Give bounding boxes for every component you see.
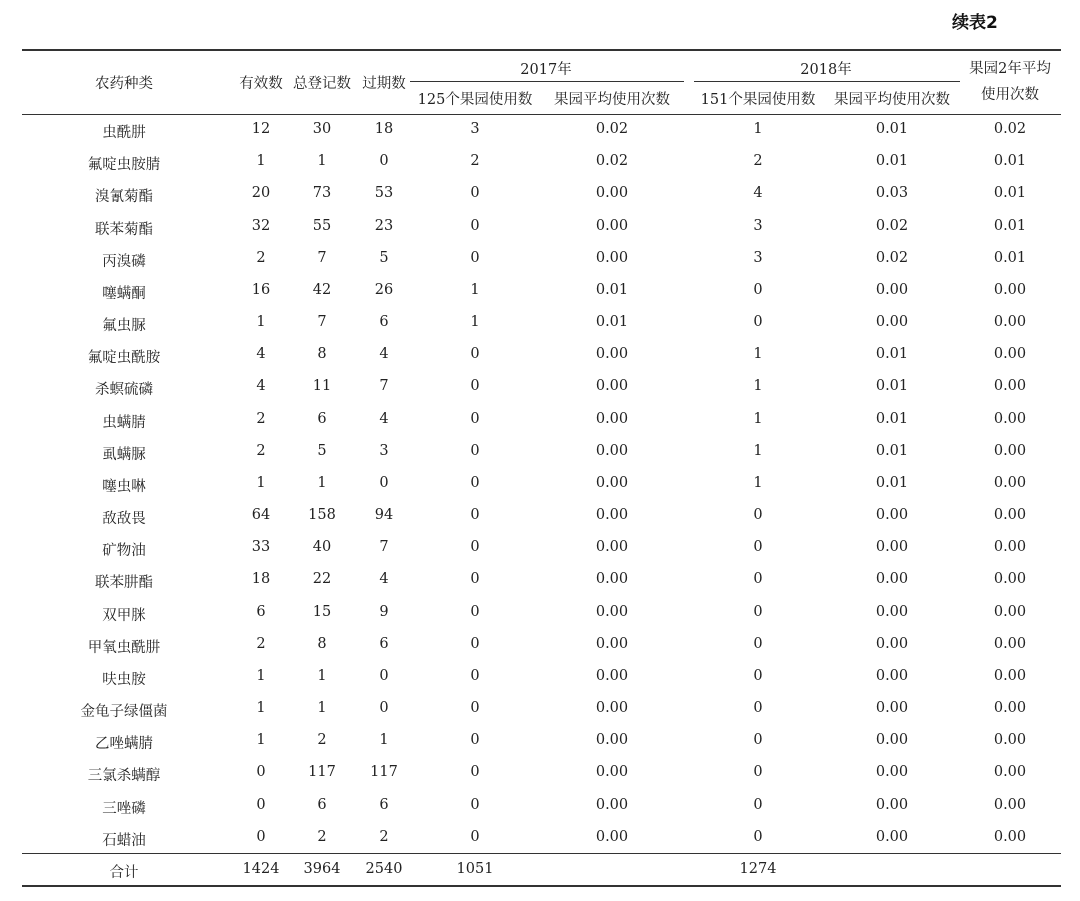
total-expired: 2540	[365, 861, 403, 877]
row-name: 呋虫胺	[102, 671, 146, 688]
row-2018-avg-uses: 0.01	[875, 442, 909, 459]
row-2yr-avg: 0.01	[993, 153, 1027, 170]
row-total-registered: 42	[312, 281, 332, 298]
row-name: 三唑磷	[102, 800, 146, 817]
row-2yr-avg: 0.00	[993, 828, 1027, 845]
row-2017-orchards-using: 3	[470, 121, 480, 137]
row-2017-avg-uses: 0.01	[595, 314, 629, 331]
row-2017-orchards-using: 0	[470, 764, 480, 781]
row-name: 矿物油	[102, 543, 146, 560]
total-label: 合计	[109, 865, 139, 881]
row-valid-count: 20	[251, 185, 271, 202]
row-name: 甲氧虫酰肼	[87, 639, 161, 656]
row-name: 虫酰肼	[102, 125, 146, 141]
row-valid-count: 0	[256, 796, 266, 813]
row-2017-avg-uses: 0.00	[595, 796, 629, 813]
row-2018-orchards-using: 3	[753, 217, 763, 234]
row-total-registered: 2	[317, 732, 327, 749]
row-expired-count: 6	[379, 796, 389, 813]
row-expired-count: 2	[379, 828, 389, 845]
row-total-registered: 30	[312, 121, 332, 137]
total-registered: 3964	[303, 861, 341, 877]
row-expired-count: 4	[379, 571, 389, 588]
header-2017-avg-uses: 果园平均使用次数	[554, 92, 670, 108]
row-valid-count: 16	[251, 281, 271, 298]
row-valid-count: 1	[256, 732, 266, 749]
row-2017-avg-uses: 0.00	[595, 442, 629, 459]
row-2018-orchards-using: 1	[753, 410, 763, 427]
row-valid-count: 32	[251, 217, 271, 234]
row-2017-avg-uses: 0.02	[595, 153, 629, 170]
row-2017-avg-uses: 0.00	[595, 410, 629, 427]
header-rule	[22, 114, 1061, 115]
row-expired-count: 7	[379, 539, 389, 556]
row-name: 噻虫啉	[102, 478, 146, 495]
table-row	[0, 373, 1080, 405]
row-2018-avg-uses: 0.00	[875, 603, 909, 620]
table-row	[0, 727, 1080, 759]
row-2017-orchards-using: 0	[470, 635, 480, 652]
row-valid-count: 6	[256, 603, 266, 620]
table-row	[0, 277, 1080, 309]
row-expired-count: 0	[379, 474, 389, 491]
row-valid-count: 2	[256, 442, 266, 459]
row-name: 溴氰菊酯	[95, 189, 153, 206]
row-total-registered: 8	[317, 346, 327, 363]
row-2018-orchards-using: 0	[753, 507, 763, 524]
row-total-registered: 1	[317, 700, 327, 717]
row-total-registered: 158	[308, 507, 336, 524]
row-2017-orchards-using: 2	[470, 153, 480, 170]
row-expired-count: 6	[379, 314, 389, 331]
header-2018-orchards-using: 151个果园使用数	[700, 92, 816, 108]
row-2018-orchards-using: 0	[753, 732, 763, 749]
row-2018-orchards-using: 3	[753, 249, 763, 266]
row-2yr-avg: 0.00	[993, 539, 1027, 556]
row-2017-avg-uses: 0.00	[595, 732, 629, 749]
row-2yr-avg: 0.01	[993, 185, 1027, 202]
row-2018-orchards-using: 0	[753, 828, 763, 845]
row-2yr-avg: 0.00	[993, 378, 1027, 395]
row-2017-orchards-using: 0	[470, 796, 480, 813]
header-2yr-avg-line1: 果园2年平均	[969, 61, 1051, 77]
row-total-registered: 11	[312, 378, 332, 395]
row-name: 三氯杀螨醇	[87, 768, 161, 785]
row-2018-orchards-using: 1	[753, 378, 763, 395]
row-2017-orchards-using: 0	[470, 410, 480, 427]
total-valid: 1424	[242, 861, 280, 877]
row-2yr-avg: 0.00	[993, 410, 1027, 427]
row-2yr-avg: 0.01	[993, 217, 1027, 234]
row-2017-orchards-using: 0	[470, 667, 480, 684]
row-expired-count: 94	[374, 507, 394, 524]
row-2017-orchards-using: 0	[470, 700, 480, 717]
table-row	[0, 631, 1080, 663]
row-2017-avg-uses: 0.02	[595, 121, 629, 137]
table-row	[0, 792, 1080, 824]
row-total-registered: 7	[317, 314, 327, 331]
row-valid-count: 2	[256, 635, 266, 652]
row-2017-avg-uses: 0.00	[595, 539, 629, 556]
row-2017-avg-uses: 0.00	[595, 764, 629, 781]
row-2018-avg-uses: 0.00	[875, 828, 909, 845]
total-2018-used: 1274	[739, 861, 777, 877]
row-2017-avg-uses: 0.00	[595, 828, 629, 845]
row-2018-orchards-using: 0	[753, 539, 763, 556]
row-2018-avg-uses: 0.00	[875, 764, 909, 781]
row-2018-avg-uses: 0.01	[875, 474, 909, 491]
row-2yr-avg: 0.00	[993, 346, 1027, 363]
row-total-registered: 8	[317, 635, 327, 652]
row-expired-count: 117	[370, 764, 398, 781]
row-2018-orchards-using: 0	[753, 635, 763, 652]
row-2017-orchards-using: 0	[470, 732, 480, 749]
row-total-registered: 73	[312, 185, 332, 202]
row-expired-count: 4	[379, 346, 389, 363]
row-2018-avg-uses: 0.00	[875, 507, 909, 524]
row-2017-avg-uses: 0.00	[595, 217, 629, 234]
row-valid-count: 18	[251, 571, 271, 588]
table-footer-row	[0, 855, 1080, 887]
row-total-registered: 1	[317, 153, 327, 170]
row-2017-avg-uses: 0.00	[595, 603, 629, 620]
row-2018-avg-uses: 0.01	[875, 153, 909, 170]
row-expired-count: 1	[379, 732, 389, 749]
row-total-registered: 7	[317, 249, 327, 266]
row-2017-orchards-using: 0	[470, 571, 480, 588]
row-name: 联苯肼酯	[95, 575, 153, 592]
table-row	[0, 534, 1080, 566]
row-2018-orchards-using: 0	[753, 764, 763, 781]
row-total-registered: 1	[317, 474, 327, 491]
row-expired-count: 0	[379, 700, 389, 717]
row-2018-orchards-using: 1	[753, 474, 763, 491]
table-row	[0, 759, 1080, 791]
table-row	[0, 824, 1080, 856]
row-name: 金龟子绿僵菌	[80, 704, 168, 721]
row-2018-avg-uses: 0.01	[875, 346, 909, 363]
row-valid-count: 64	[251, 507, 271, 524]
row-expired-count: 4	[379, 410, 389, 427]
row-expired-count: 5	[379, 249, 389, 266]
table-row	[0, 695, 1080, 727]
row-2018-avg-uses: 0.00	[875, 796, 909, 813]
row-name: 乙唑螨腈	[95, 736, 153, 753]
row-2018-avg-uses: 0.00	[875, 635, 909, 652]
row-2yr-avg: 0.00	[993, 667, 1027, 684]
table-row	[0, 502, 1080, 534]
row-expired-count: 26	[374, 281, 394, 298]
row-2yr-avg: 0.00	[993, 474, 1027, 491]
row-expired-count: 0	[379, 667, 389, 684]
row-2yr-avg: 0.00	[993, 507, 1027, 524]
row-name: 噻螨酮	[102, 285, 146, 302]
top-rule	[22, 49, 1061, 51]
row-2017-orchards-using: 0	[470, 474, 480, 491]
row-2018-avg-uses: 0.00	[875, 281, 909, 298]
row-2018-avg-uses: 0.00	[875, 539, 909, 556]
row-total-registered: 1	[317, 667, 327, 684]
header-2yr-avg	[969, 56, 1051, 108]
row-valid-count: 1	[256, 700, 266, 717]
row-2017-avg-uses: 0.01	[595, 281, 629, 298]
row-expired-count: 3	[379, 442, 389, 459]
table-row	[0, 116, 1080, 148]
row-2018-avg-uses: 0.02	[875, 249, 909, 266]
table-row	[0, 406, 1080, 438]
row-total-registered: 6	[317, 410, 327, 427]
header-pesticide-type: 农药种类	[95, 76, 153, 92]
row-total-registered: 2	[317, 828, 327, 845]
table-row	[0, 599, 1080, 631]
row-total-registered: 117	[308, 764, 336, 781]
row-2018-avg-uses: 0.00	[875, 667, 909, 684]
row-2018-avg-uses: 0.00	[875, 700, 909, 717]
row-name: 氟啶虫胺腈	[87, 157, 161, 174]
row-2017-avg-uses: 0.00	[595, 635, 629, 652]
row-expired-count: 23	[374, 217, 394, 234]
row-2018-orchards-using: 0	[753, 796, 763, 813]
year-2017-underline	[410, 81, 684, 82]
row-total-registered: 6	[317, 796, 327, 813]
row-2017-orchards-using: 0	[470, 828, 480, 845]
row-2018-orchards-using: 0	[753, 281, 763, 298]
row-valid-count: 33	[251, 539, 271, 556]
row-2018-avg-uses: 0.03	[875, 185, 909, 202]
table-row	[0, 309, 1080, 341]
table-caption: 续表2	[952, 13, 998, 33]
row-2017-avg-uses: 0.00	[595, 700, 629, 717]
row-valid-count: 1	[256, 667, 266, 684]
header-year-2017: 2017年	[520, 62, 572, 78]
row-total-registered: 15	[312, 603, 332, 620]
row-2018-avg-uses: 0.02	[875, 217, 909, 234]
row-expired-count: 7	[379, 378, 389, 395]
row-2017-orchards-using: 0	[470, 603, 480, 620]
row-2yr-avg: 0.00	[993, 635, 1027, 652]
row-2yr-avg: 0.01	[993, 249, 1027, 266]
header-total-registered: 总登记数	[293, 76, 351, 92]
row-expired-count: 0	[379, 153, 389, 170]
row-name: 氟啶虫酰胺	[87, 350, 161, 367]
row-2017-orchards-using: 0	[470, 346, 480, 363]
row-valid-count: 4	[256, 346, 266, 363]
row-2017-avg-uses: 0.00	[595, 185, 629, 202]
header-2018-avg-uses: 果园平均使用次数	[834, 92, 950, 108]
row-2018-orchards-using: 0	[753, 571, 763, 588]
row-2017-orchards-using: 0	[470, 378, 480, 395]
row-2018-avg-uses: 0.00	[875, 314, 909, 331]
row-2018-avg-uses: 0.01	[875, 121, 909, 137]
row-2018-orchards-using: 4	[753, 185, 763, 202]
row-2yr-avg: 0.00	[993, 571, 1027, 588]
row-2017-avg-uses: 0.00	[595, 249, 629, 266]
row-total-registered: 5	[317, 442, 327, 459]
row-valid-count: 12	[251, 121, 271, 137]
row-total-registered: 22	[312, 571, 332, 588]
row-name: 敌敌畏	[102, 511, 146, 528]
row-expired-count: 9	[379, 603, 389, 620]
year-2018-underline	[694, 81, 960, 82]
total-2017-used: 1051	[456, 861, 494, 877]
row-expired-count: 53	[374, 185, 394, 202]
row-2yr-avg: 0.00	[993, 700, 1027, 717]
row-2017-avg-uses: 0.00	[595, 474, 629, 491]
row-2017-avg-uses: 0.00	[595, 378, 629, 395]
row-2018-orchards-using: 1	[753, 346, 763, 363]
header-2yr-avg-line2: 使用次数	[980, 87, 1039, 103]
row-valid-count: 1	[256, 153, 266, 170]
row-2017-orchards-using: 0	[470, 442, 480, 459]
table-row	[0, 180, 1080, 212]
row-2017-avg-uses: 0.00	[595, 507, 629, 524]
row-2018-orchards-using: 1	[753, 442, 763, 459]
row-2yr-avg: 0.00	[993, 314, 1027, 331]
row-2017-orchards-using: 1	[470, 281, 480, 298]
row-valid-count: 4	[256, 378, 266, 395]
table-row	[0, 470, 1080, 502]
row-2017-orchards-using: 0	[470, 507, 480, 524]
table-row	[0, 245, 1080, 277]
row-name: 联苯菊酯	[95, 221, 153, 238]
row-total-registered: 40	[312, 539, 332, 556]
row-2yr-avg: 0.00	[993, 764, 1027, 781]
table-row	[0, 341, 1080, 373]
header-expired-count: 过期数	[362, 76, 406, 92]
row-2017-avg-uses: 0.00	[595, 667, 629, 684]
header-valid-count: 有效数	[239, 76, 283, 92]
row-2017-orchards-using: 0	[470, 217, 480, 234]
row-2018-orchards-using: 0	[753, 667, 763, 684]
row-name: 氟虫脲	[102, 318, 146, 335]
row-expired-count: 6	[379, 635, 389, 652]
row-name: 丙溴磷	[102, 253, 146, 270]
row-2018-orchards-using: 2	[753, 153, 763, 170]
header-2017-orchards-using: 125个果园使用数	[417, 92, 533, 108]
row-2yr-avg: 0.02	[993, 121, 1027, 137]
row-2018-orchards-using: 1	[753, 121, 763, 137]
row-expired-count: 18	[374, 121, 394, 137]
row-2yr-avg: 0.00	[993, 442, 1027, 459]
row-2018-orchards-using: 0	[753, 314, 763, 331]
row-2018-avg-uses: 0.01	[875, 410, 909, 427]
row-2017-avg-uses: 0.00	[595, 571, 629, 588]
row-name: 双甲脒	[102, 607, 146, 624]
row-2017-avg-uses: 0.00	[595, 346, 629, 363]
table-row	[0, 438, 1080, 470]
row-name: 虫螨腈	[102, 414, 146, 431]
row-2018-avg-uses: 0.01	[875, 378, 909, 395]
row-2018-orchards-using: 0	[753, 603, 763, 620]
row-total-registered: 55	[312, 217, 332, 234]
row-2018-avg-uses: 0.00	[875, 732, 909, 749]
table-row	[0, 148, 1080, 180]
row-name: 石蜡油	[102, 832, 146, 849]
row-2017-orchards-using: 0	[470, 249, 480, 266]
row-2yr-avg: 0.00	[993, 732, 1027, 749]
row-valid-count: 2	[256, 249, 266, 266]
header-year-2018: 2018年	[800, 62, 852, 78]
table-row	[0, 663, 1080, 695]
row-valid-count: 0	[256, 828, 266, 845]
row-valid-count: 1	[256, 474, 266, 491]
row-2yr-avg: 0.00	[993, 796, 1027, 813]
row-name: 虱螨脲	[102, 446, 146, 463]
row-2017-orchards-using: 1	[470, 314, 480, 331]
row-valid-count: 1	[256, 314, 266, 331]
table-row	[0, 566, 1080, 598]
row-2017-orchards-using: 0	[470, 185, 480, 202]
row-2018-orchards-using: 0	[753, 700, 763, 717]
row-2yr-avg: 0.00	[993, 603, 1027, 620]
row-valid-count: 0	[256, 764, 266, 781]
row-2017-orchards-using: 0	[470, 539, 480, 556]
row-2018-avg-uses: 0.00	[875, 571, 909, 588]
row-name: 杀螟硫磷	[95, 382, 153, 399]
row-2yr-avg: 0.00	[993, 281, 1027, 298]
table-row	[0, 213, 1080, 245]
row-valid-count: 2	[256, 410, 266, 427]
